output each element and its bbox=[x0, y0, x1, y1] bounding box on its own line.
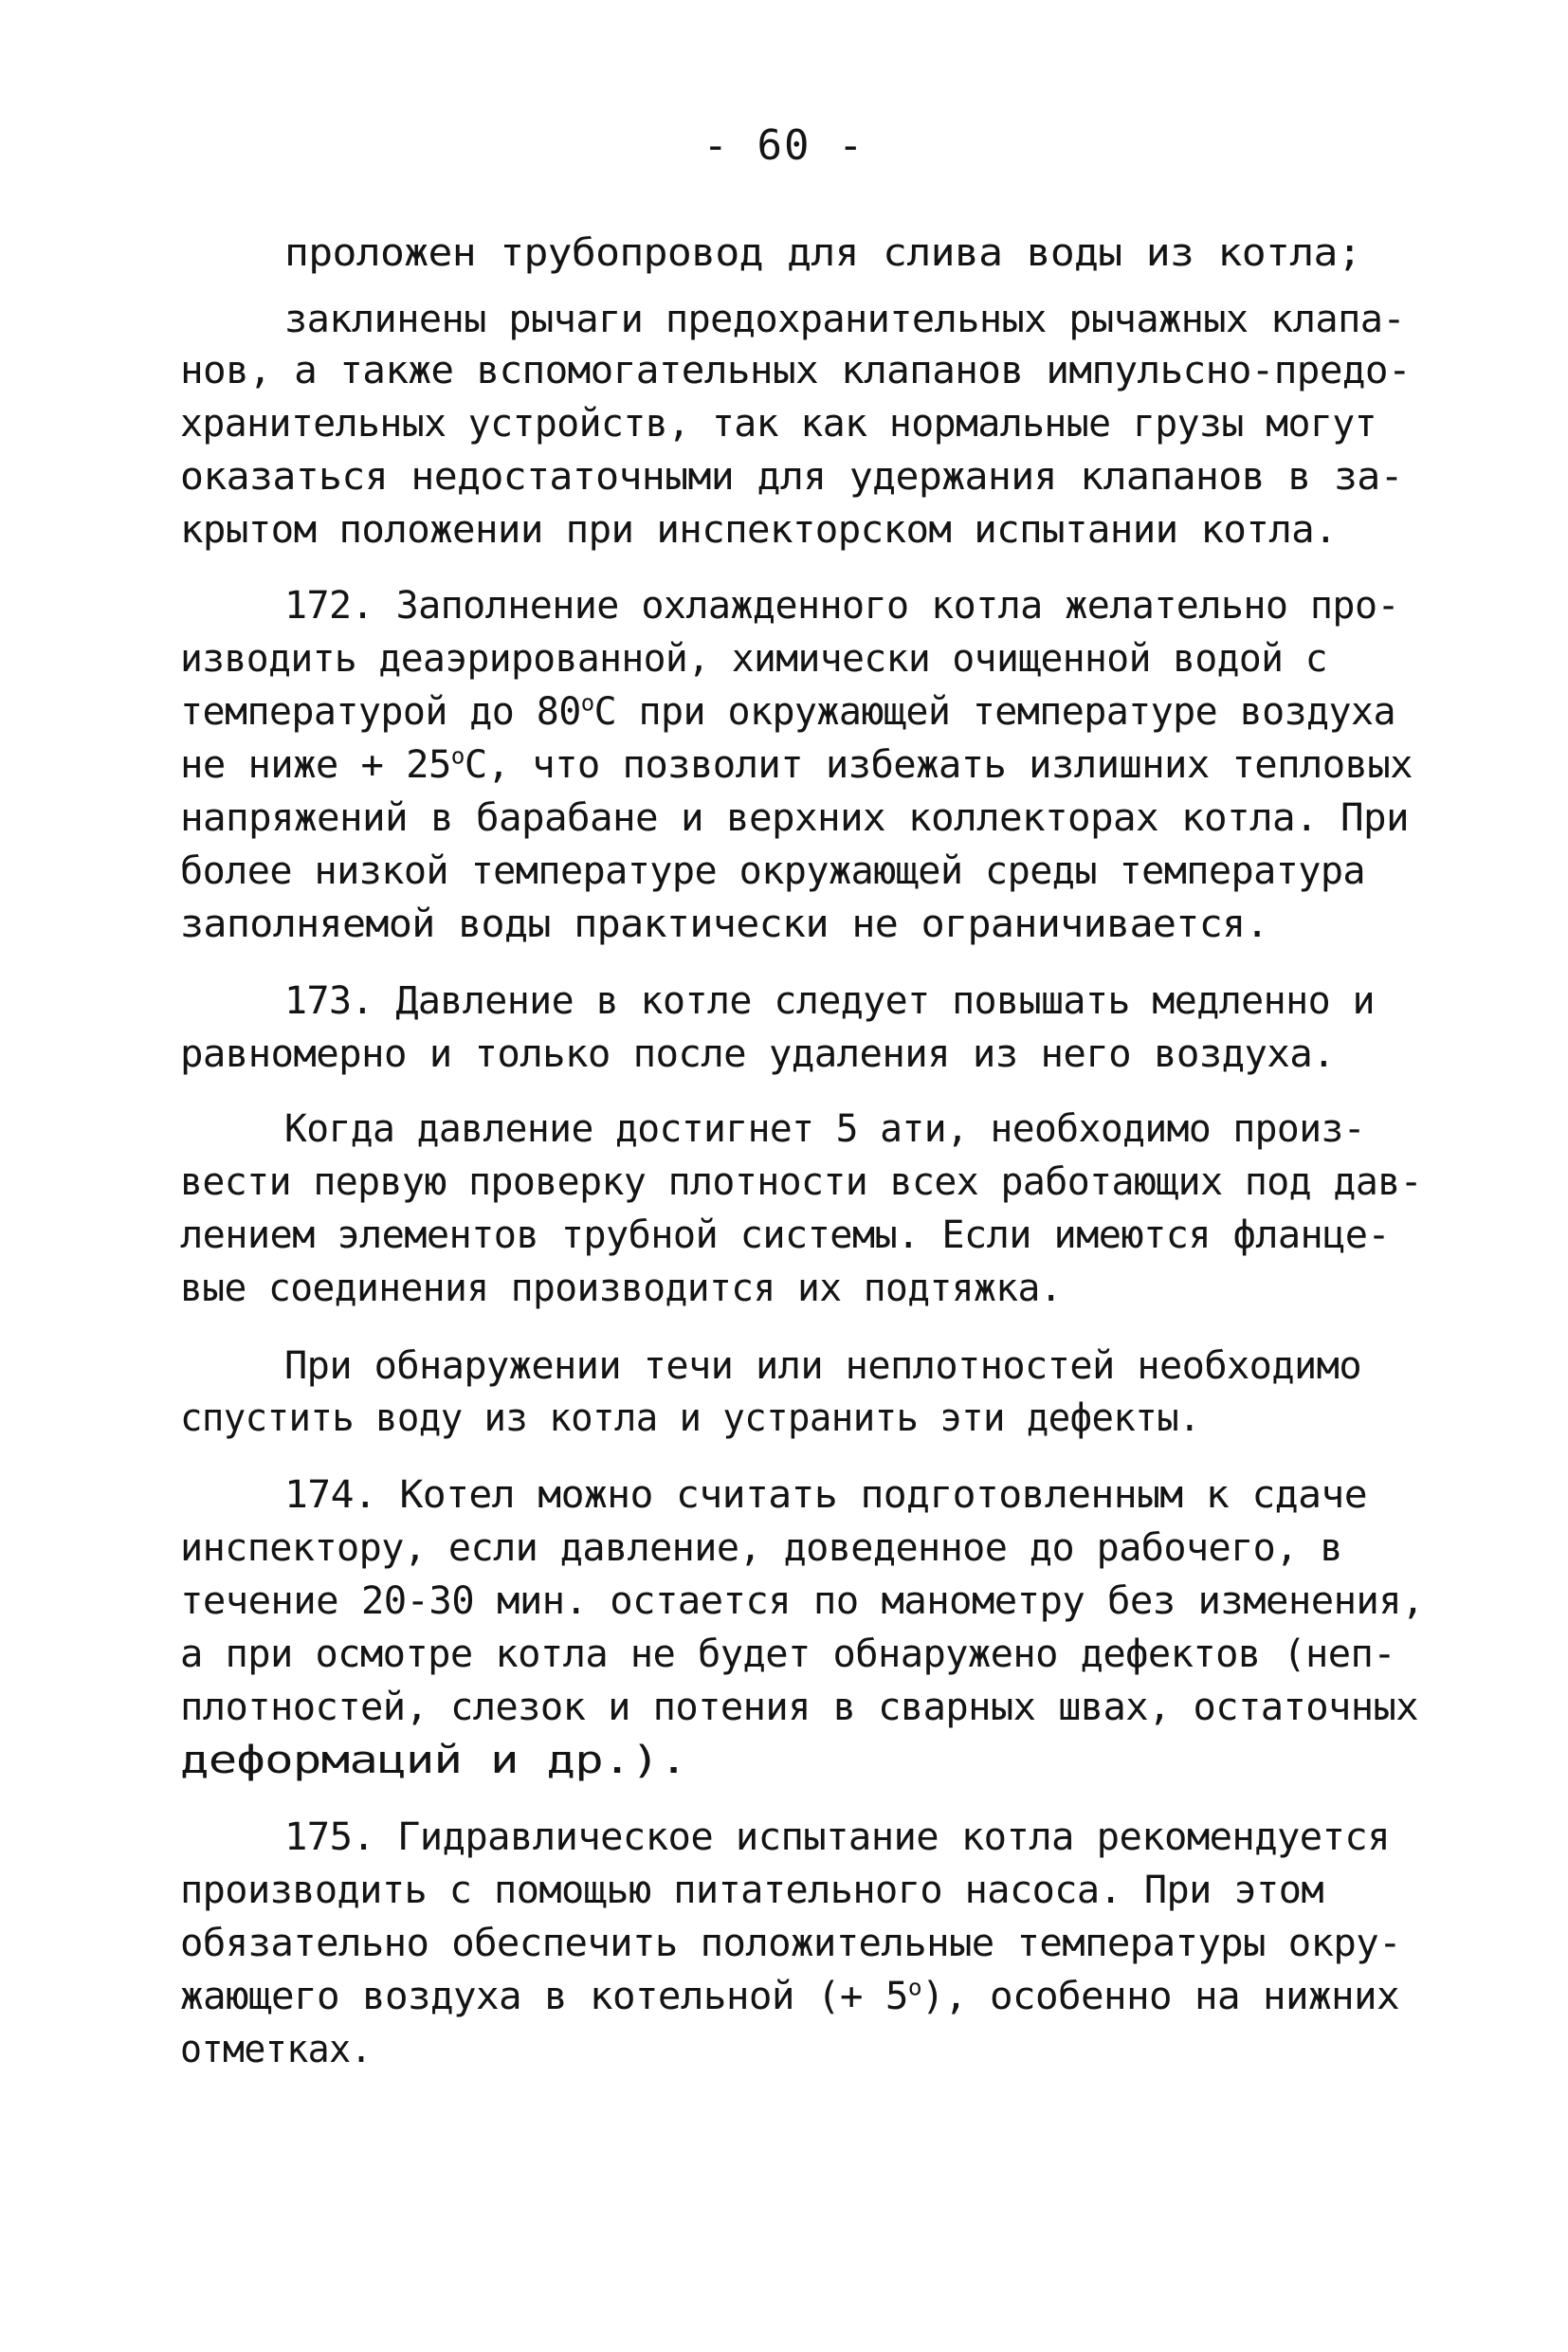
text-line bbox=[284, 974, 1375, 1027]
text-line bbox=[284, 292, 1405, 345]
text-line bbox=[180, 2022, 372, 2075]
text-line bbox=[180, 684, 1395, 738]
text-line bbox=[180, 1969, 1399, 2022]
text-span: спустить воду из котла и устранить эти дефекты. bbox=[180, 1395, 1200, 1440]
text-line bbox=[180, 1627, 1395, 1680]
text-span: равномерно и только после удаления из него воздуха. bbox=[180, 1030, 1335, 1076]
text-line bbox=[180, 343, 1411, 396]
text-span: С, что позволит избежать излишних тепловых bbox=[464, 741, 1413, 787]
text-line bbox=[180, 1574, 1424, 1627]
text-span: хранительных устройств, так как нормальные грузы могут bbox=[180, 400, 1377, 446]
text-line bbox=[284, 1468, 1367, 1521]
text-span: 173. Давление в котле следует повышать медленно и bbox=[284, 977, 1375, 1023]
text-span: нов, а также вспомогательных клапанов импульсно-предо- bbox=[180, 347, 1411, 392]
text-span: более низкой температуре окружающей среды температура bbox=[180, 848, 1365, 893]
text-span: деформаций и др.). bbox=[180, 1737, 688, 1782]
text-span: изводить деаэрированной, химически очищенной водой с bbox=[180, 635, 1327, 681]
text-span: ), особенно на нижних bbox=[921, 1973, 1399, 2018]
text-span: течение 20-30 мин. остается по манометру без изменения, bbox=[180, 1577, 1424, 1623]
text-span: лением элементов трубной системы. Если имеются фланце- bbox=[180, 1212, 1390, 1257]
text-span: жающего воздуха в котельной (+ 5 bbox=[180, 1973, 908, 2018]
text-span: заполняемой воды практически не ограничивается. bbox=[180, 901, 1268, 946]
text-line bbox=[180, 897, 1268, 950]
text-span: С при окружающей температуре воздуха bbox=[593, 688, 1395, 734]
text-span: крытом положении при инспекторском испытании котла. bbox=[180, 506, 1337, 552]
text-span: вые соединения производится их подтяжка. bbox=[180, 1265, 1062, 1310]
text-line bbox=[284, 1102, 1365, 1155]
text-line bbox=[180, 1391, 1200, 1444]
text-span: 172. Заполнение охлажденного котла желательно про- bbox=[284, 582, 1399, 628]
text-line bbox=[180, 791, 1409, 844]
text-line bbox=[180, 1680, 1418, 1733]
text-span: плотностей, слезок и потения в сварных швах, остаточных bbox=[180, 1684, 1418, 1729]
text-span: температурой до 80 bbox=[180, 688, 581, 734]
text-span: напряжений в барабане и верхних коллекторах котла. При bbox=[180, 794, 1409, 840]
text-line bbox=[180, 1027, 1335, 1080]
text-line bbox=[284, 578, 1399, 631]
text-line bbox=[180, 1863, 1323, 1916]
text-span: Когда давление достигнет 5 ати, необходимо произ- bbox=[284, 1105, 1365, 1151]
degree-superscript: о bbox=[907, 1973, 922, 2001]
text-line bbox=[180, 1521, 1342, 1574]
text-span: инспектору, если давление, доведенное до рабочего, в bbox=[180, 1524, 1342, 1570]
text-span: 175. Гидравлическое испытание котла рекомендуется bbox=[284, 1814, 1390, 1859]
degree-superscript: о bbox=[450, 741, 465, 770]
text-line bbox=[180, 1155, 1422, 1208]
text-line bbox=[180, 1208, 1390, 1261]
text-line bbox=[180, 449, 1403, 502]
text-line bbox=[180, 1733, 687, 1786]
text-span: 174. Котел можно считать подготовленным к сдаче bbox=[284, 1471, 1367, 1517]
text-line bbox=[180, 631, 1327, 684]
text-line bbox=[180, 1916, 1401, 1969]
text-line bbox=[284, 1339, 1361, 1392]
degree-superscript: о bbox=[580, 688, 594, 717]
text-line bbox=[180, 502, 1337, 556]
page-number: - 60 - bbox=[702, 121, 866, 170]
text-span: а при осмотре котла не будет обнаружено дефектов (неп- bbox=[180, 1631, 1395, 1676]
text-span: производить с помощью питательного насоса. При этом bbox=[180, 1867, 1323, 1912]
text-span: проложен трубопровод для слива воды из котла; bbox=[284, 229, 1361, 275]
text-span: обязательно обеспечить положительные температуры окру- bbox=[180, 1920, 1401, 1965]
text-line bbox=[284, 1810, 1390, 1863]
text-line bbox=[180, 396, 1377, 449]
text-span: не ниже + 25 bbox=[180, 741, 451, 787]
text-span: заклинены рычаги предохранительных рычажных клапа- bbox=[284, 296, 1405, 341]
text-span: оказаться недостаточными для удержания клапанов в за- bbox=[180, 453, 1403, 499]
text-line bbox=[180, 844, 1365, 897]
text-span: вести первую проверку плотности всех работающих под дав- bbox=[180, 1158, 1422, 1204]
text-span: отметках. bbox=[180, 2026, 372, 2071]
text-span: При обнаружении течи или неплотностей необходимо bbox=[284, 1342, 1361, 1388]
text-line bbox=[180, 1261, 1062, 1314]
text-line bbox=[284, 226, 1361, 279]
text-line bbox=[180, 738, 1413, 791]
